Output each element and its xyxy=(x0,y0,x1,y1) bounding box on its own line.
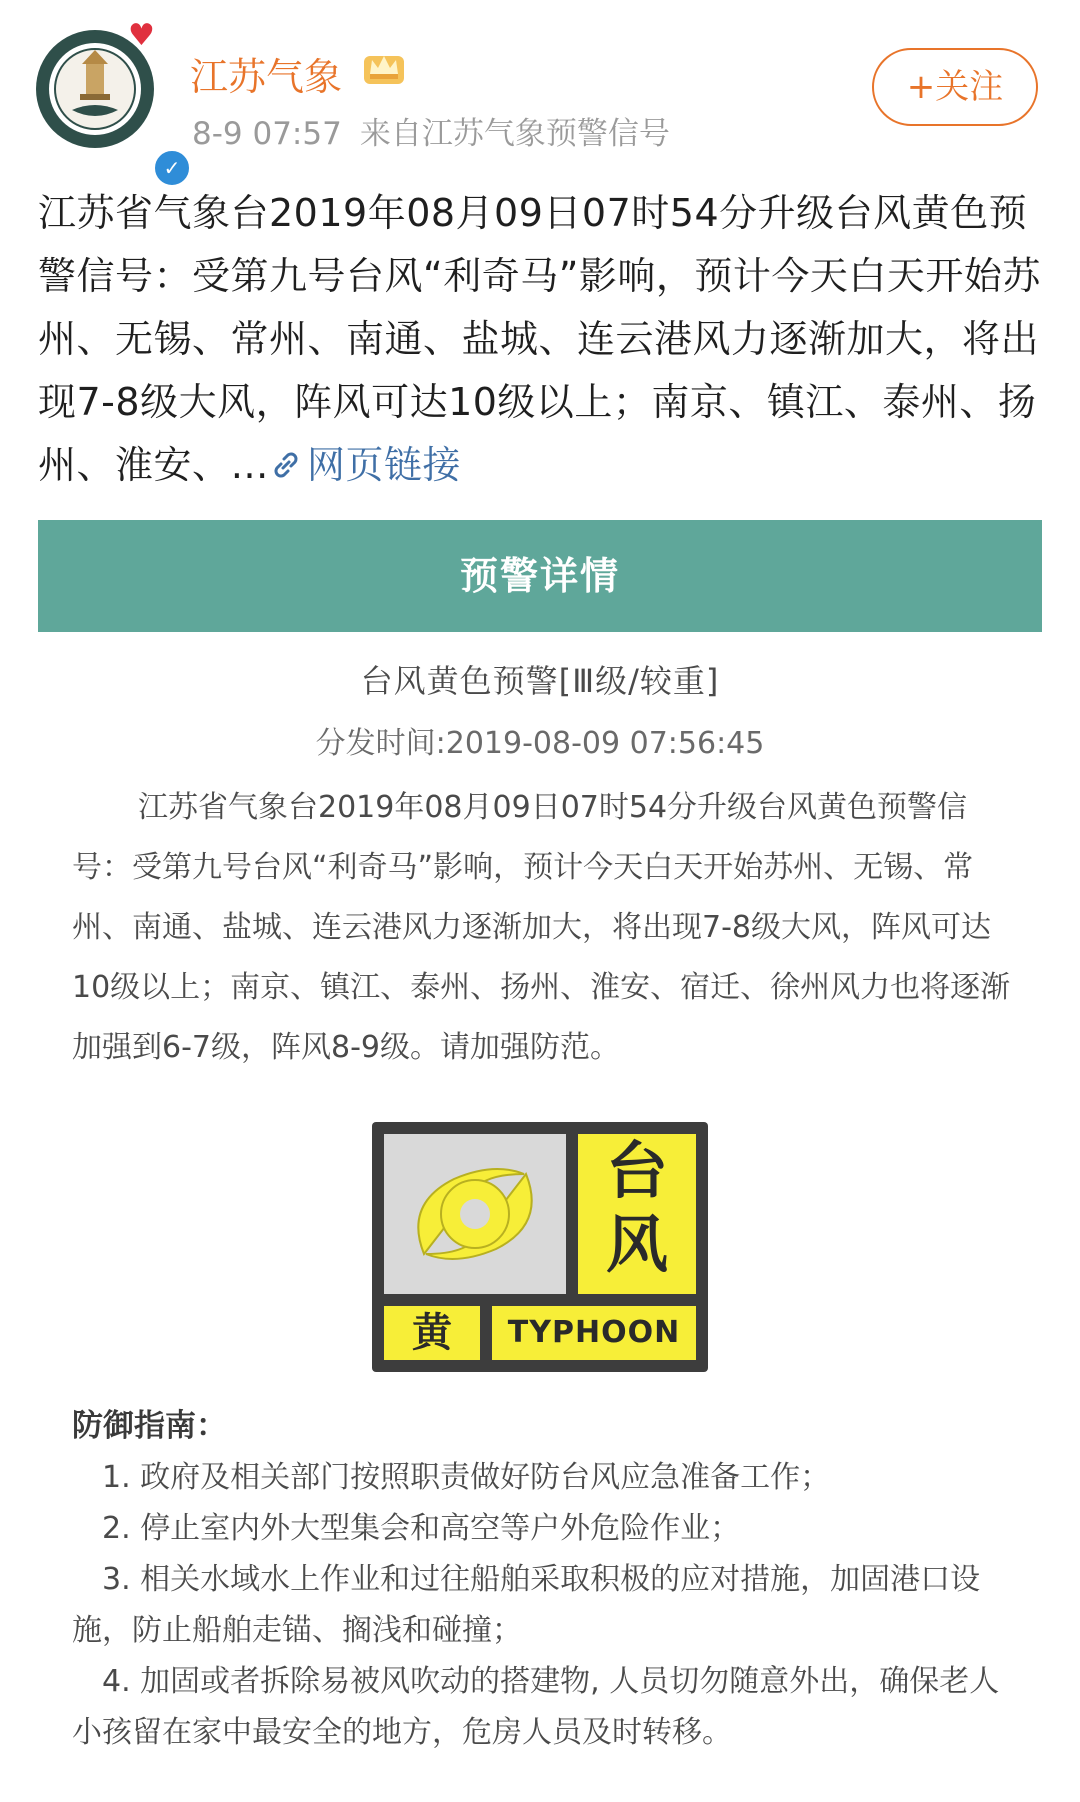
guide-item: 1. 政府及相关部门按照职责做好防台风应急准备工作； xyxy=(102,1460,831,1495)
issue-time: 分发时间:2019-08-09 07:56:45 xyxy=(315,726,765,761)
heart-icon: ♥ xyxy=(128,18,155,53)
follow-button[interactable]: +关注 xyxy=(872,48,1038,126)
post-time: 8-9 07:57 xyxy=(192,116,342,152)
guide-title: 防御指南： xyxy=(72,1408,227,1444)
post-meta xyxy=(192,108,670,153)
signal-symbol-panel xyxy=(384,1134,566,1294)
guide-list xyxy=(72,1452,1022,1758)
guide-item: 2. 停止室内外大型集会和高空等户外危险作业； xyxy=(102,1511,741,1546)
guide-item: 4. 加固或者拆除易被风吹动的搭建物, 人员切勿随意外出，确保老人小孩留在家中最安全的地方，危房人员及时转移。 xyxy=(72,1664,1000,1750)
typhoon-symbol-icon xyxy=(384,1134,566,1294)
web-link-label: 网页链接 xyxy=(307,443,462,487)
post-text xyxy=(38,182,1048,497)
warning-body: 江苏省气象台2019年08月09日07时54分升级台风黄色预警信号：受第九号台风“利奇马”影响，预计今天白天开始苏州、无锡、常州、南通、盐城、连云港风力逐渐加大，将出现7-8级大风，阵风可达10级以上；南京、镇江、泰州、扬州、淮安、宿迁、徐州风力也将逐渐加强到6-7级，阵风8-9级。请加强防范。 xyxy=(72,790,1011,1065)
warning-detail-banner[interactable]: 预警详情 xyxy=(38,520,1042,632)
post-body: 江苏省气象台2019年08月09日07时54分升级台风黄色预警信号：受第九号台风“利奇马”影响，预计今天白天开始苏州、无锡、常州、南通、盐城、连云港风力逐渐加大，将出现7-8级大风，阵风可达10级以上；南京、镇江、泰州、扬州、淮安、… xyxy=(38,191,1041,487)
signal-chars xyxy=(578,1134,696,1294)
warning-title: 台风黄色预警[Ⅲ级/较重] xyxy=(360,662,720,700)
post-header xyxy=(0,0,1080,180)
web-link[interactable] xyxy=(269,443,461,487)
guide-item: 3. 相关水域水上作业和过往船舶采取积极的应对措施，加固港口设施，防止船舶走锚、搁浅和碰撞； xyxy=(72,1562,981,1648)
signal-char-top: 台 xyxy=(605,1134,668,1207)
signal-label-en: TYPHOON xyxy=(492,1306,696,1360)
signal-char-bottom: 风 xyxy=(605,1208,668,1281)
verified-icon: ✓ xyxy=(152,148,192,188)
typhoon-yellow-signal xyxy=(372,1122,708,1372)
account-name[interactable]: 江苏气象 xyxy=(190,55,343,99)
link-icon xyxy=(269,448,303,482)
crown-icon xyxy=(362,46,406,86)
post-source: 来自江苏气象预警信号 xyxy=(359,116,670,152)
signal-level-char: 黄 xyxy=(384,1306,480,1360)
